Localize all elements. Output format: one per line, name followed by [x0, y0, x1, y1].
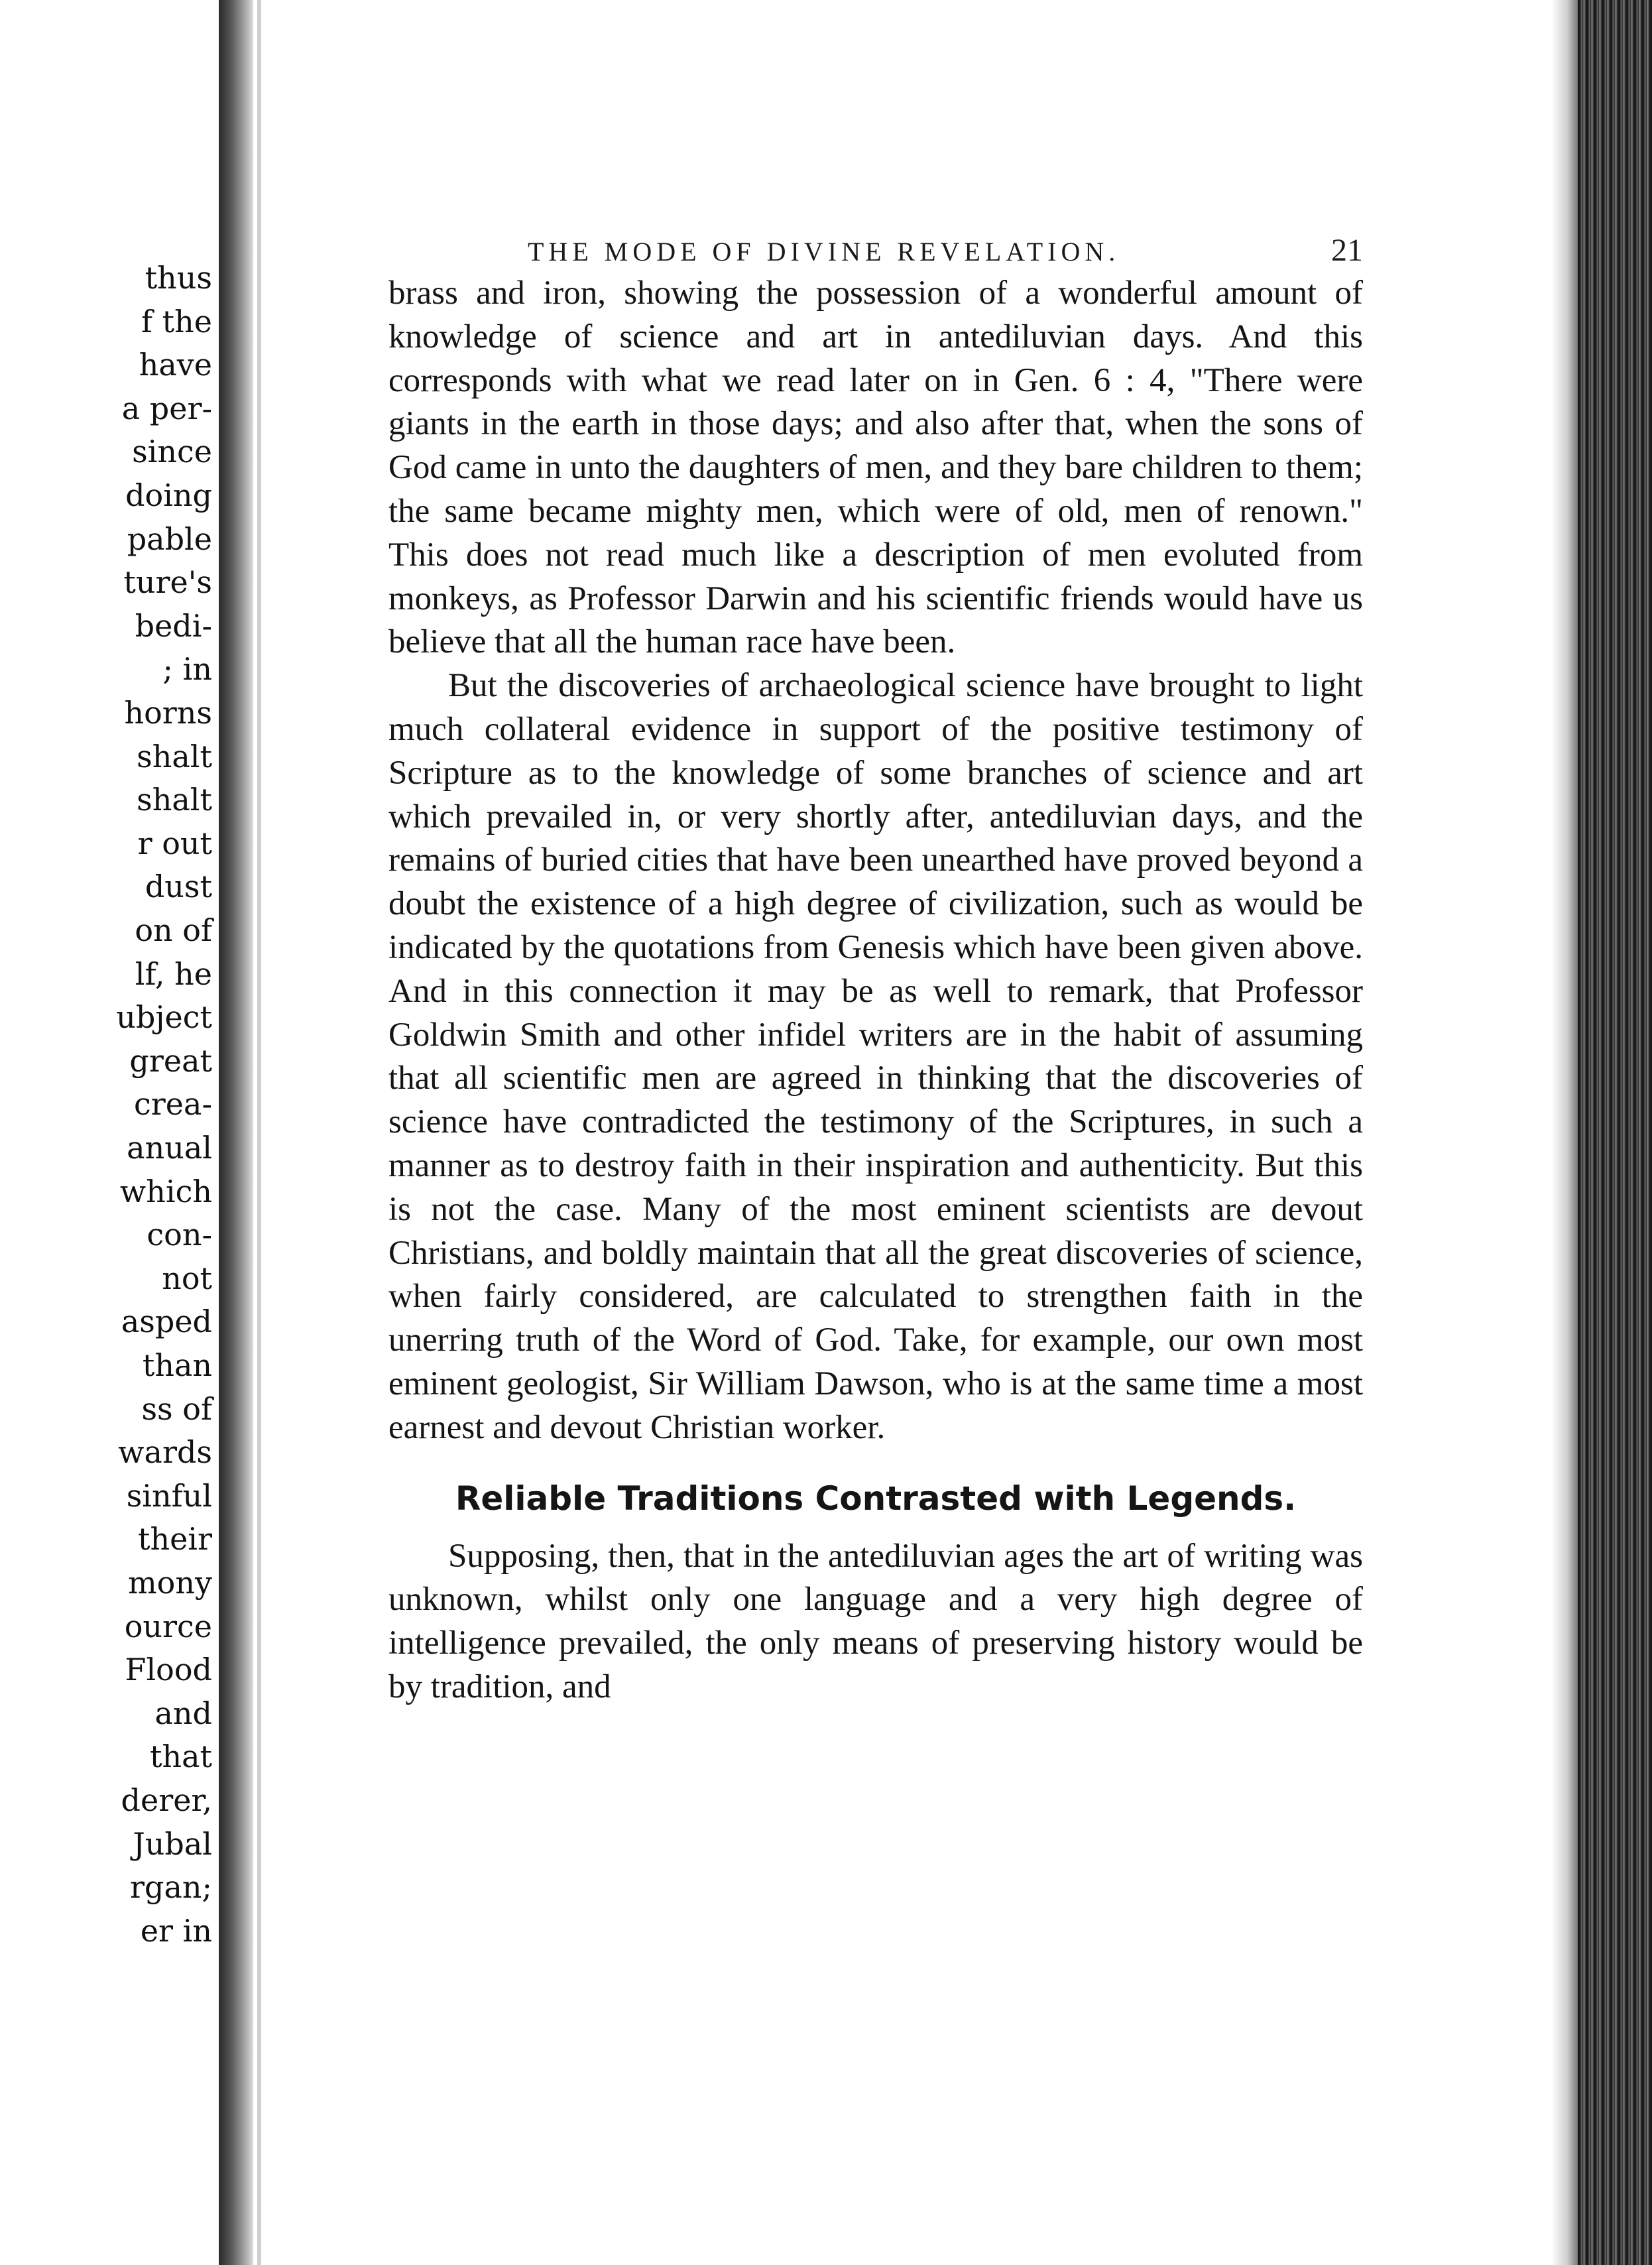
previous-page-fragment: bedi- [135, 607, 212, 644]
previous-page-fragment: that [149, 1739, 212, 1775]
section-paragraph: Supposing, then, that in the antediluvian ages the art of writing was unknown, whilst only one language and a very high degree of intelligence prevailed, the only means of preserving history would be by tradition, and [388, 1537, 1363, 1705]
previous-page-fragment: dust [145, 869, 212, 905]
previous-page-fragment: ubject [116, 999, 212, 1036]
previous-page-fragment: wards [118, 1434, 212, 1471]
previous-page-fragment: great [129, 1042, 212, 1079]
previous-page-fragment: have [139, 347, 212, 383]
previous-page-fragment: since [132, 434, 212, 470]
previous-page-fragment: their [137, 1521, 212, 1558]
previous-page-fragments [0, 263, 219, 1972]
page-edge-shading [1551, 0, 1578, 2265]
previous-page-fragment: ture's [123, 564, 212, 601]
previous-page-fragment: con- [147, 1217, 212, 1253]
previous-page-fragment: ; in [162, 651, 212, 688]
previous-page-fragment: which [119, 1173, 212, 1209]
running-head-title: THE MODE OF DIVINE REVELATION. [528, 237, 1120, 267]
previous-page-fragment: ss of [141, 1390, 212, 1427]
previous-page-fragment: anual [127, 1130, 212, 1166]
previous-page-fragment: and [154, 1695, 212, 1731]
previous-page-fragment: pable [127, 520, 212, 557]
previous-page-fragment: lf, he [135, 955, 212, 992]
previous-page-fragment: a per- [121, 390, 212, 426]
previous-page-fragment: not [162, 1260, 212, 1296]
previous-page-fragment: derer, [121, 1782, 212, 1818]
previous-page-fragment: rgan; [130, 1869, 212, 1906]
previous-page-fragment: Flood [125, 1652, 212, 1688]
previous-page-fragment: horns [124, 695, 212, 731]
previous-page-fragment: er in [140, 1912, 212, 1949]
previous-page-fragment: doing [125, 477, 212, 513]
gutter-shadow [219, 0, 253, 2265]
previous-page-fragment: crea- [134, 1086, 212, 1123]
right-page [388, 219, 1363, 1709]
previous-page-fragment: than [142, 1347, 212, 1383]
page-block-edge [1578, 0, 1652, 2265]
paragraph-2: But the discoveries of archaeological science have brought to light much collateral evidence in support of the positive testimony of Scripture as to the knowledge of some branches of science and art which prevailed in, or very shortly after, antediluvian days, and the remains of buried cities that have been unearthed have proved beyond a doubt the existence of a high degree of civilization, such as would be indicated by the quotations from Genesis which have been given above. And in this connection it may be as well to remark, that Professor Goldwin Smith and other infidel writers are in the habit of assuming that all scientific men are agreed in thinking that the discoveries of science have contradicted the testimony of the Scriptures, in such a manner as to destroy faith in their inspiration and authenticity. But this is not the case. Many of the most eminent scientists are devout Christians, and boldly maintain that all the great discoveries of science, when fairly considered, are calculated to strengthen faith in the unerring truth of the Word of God. Take, for example, our own most eminent geologist, Sir William Dawson, who is at the same time a most earnest and devout Christian worker. [388, 667, 1363, 1446]
previous-page-fragment: Jubal [133, 1825, 212, 1862]
previous-page-fragment: mony [128, 1565, 212, 1601]
previous-page-fragment: shalt [137, 782, 212, 818]
previous-page-fragment: f the [141, 303, 212, 339]
previous-page-fragment: on of [135, 912, 212, 948]
previous-page-fragment: r out [137, 825, 212, 861]
page-number: 21 [1331, 233, 1363, 268]
paragraph-1: brass and iron, showing the possession of a wonderful amount of knowledge of science and art in antediluvian days. And this corresponds with what we read later on in Gen. 6 : 4, "There were giants in the earth in those days; and also after that, when the sons of God came in unto the daughters of men, and they bare children to them; the same became mighty men, which were of old, men of renown." This does not read much like a description of men evoluted from monkeys, as Professor Darwin and his scientific friends would have us believe that all the human race have been. [388, 275, 1363, 661]
section-heading: Reliable Traditions Contrasted with Legends. [455, 1479, 1297, 1518]
previous-page-fragment: sinful [126, 1477, 212, 1514]
gutter-line [257, 0, 261, 2265]
previous-page-fragment: asped [121, 1304, 212, 1340]
previous-page-fragment: shalt [137, 738, 212, 774]
previous-page-fragment: ource [124, 1608, 212, 1644]
previous-page-fragment: thus [145, 263, 212, 296]
running-head [388, 219, 1363, 272]
